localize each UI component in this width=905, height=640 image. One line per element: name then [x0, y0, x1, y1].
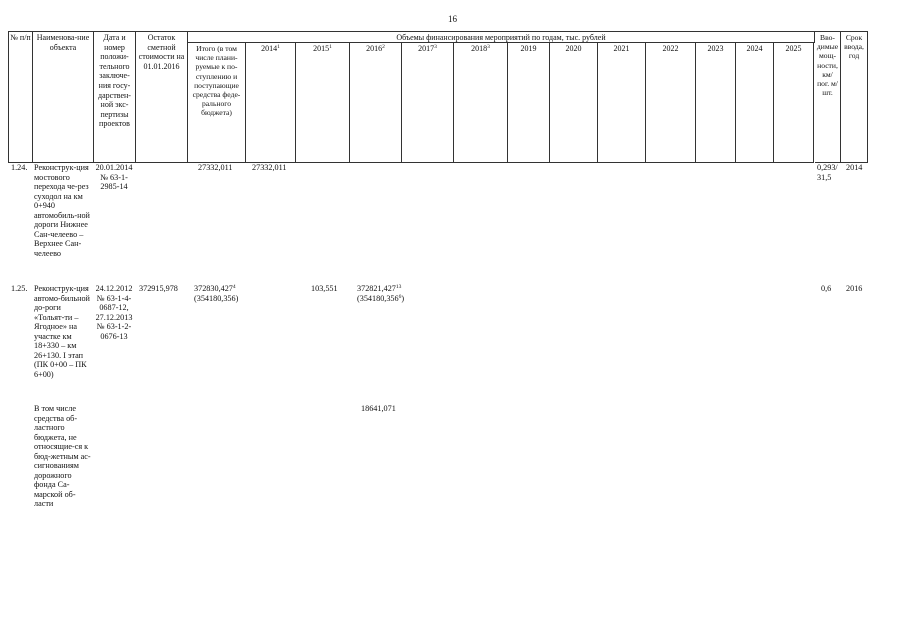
row-1-24-name: Реконструк-ция мостового перехода че-рез суходол на км 0+940 автомобиль-ной дороги Нижнее Сан-челеево – Верхнее Сан-челеево [34, 163, 90, 258]
header-date: Дата и номер положи-тельного заключе-ния госу-дарствен-ной экс-пертизы проектов [94, 32, 136, 163]
row-1-25-balance: 372915,978 [139, 284, 178, 293]
page-number: 16 [448, 14, 457, 24]
header-year-2021 [598, 43, 646, 163]
header-year-label: 2020 [565, 44, 582, 53]
header-year-footnote: 2 [382, 44, 385, 50]
header-year-2014 [246, 43, 296, 163]
header-year-label: 2021 [613, 44, 630, 53]
header-year-label: 2016 [366, 44, 383, 53]
row-1-24-2014: 27332,011 [252, 163, 287, 172]
header-year-2025 [774, 43, 814, 163]
row-1-25-2016 [357, 284, 409, 303]
row-1-24-num: 1.24. [11, 163, 28, 172]
header-year-2017 [402, 43, 454, 163]
row-1-25-2016-federal-end: ) [401, 293, 405, 303]
header-year-label: 2024 [746, 44, 763, 53]
row-1-24-total: 27332,011 [198, 163, 233, 172]
row-1-25-total-value: 372830,427 [194, 284, 233, 293]
header-year-label: 2019 [520, 44, 537, 53]
header-name: Наименова-ние объекта [33, 32, 94, 163]
row-1-25-total-federal: (354180,356) [194, 293, 239, 303]
row-1-25-2016-sup: 13 [395, 284, 402, 290]
header-volumes-group: Объемы финансирования мероприятий по годам, тыс. рублей [188, 32, 815, 43]
subrow-name: В том числе средства об-ластного бюджета, не относящие-ся к бюд-жетным ас-сигнованиям дорожного фонда Са-марской об-ласти [34, 404, 91, 508]
header-year-footnote: 1 [277, 44, 280, 50]
header-year-2018 [454, 43, 508, 163]
header-year-label: 2017 [418, 44, 435, 53]
row-1-25-2016-federal: (354180,356 [357, 293, 399, 303]
header-year-label: 2018 [471, 44, 488, 53]
subrow-2016: 18641,071 [361, 404, 396, 413]
row-1-25-total [194, 284, 250, 303]
header-year-label: 2023 [707, 44, 724, 53]
row-1-25-total-sup: 4 [232, 284, 236, 290]
header-year-label: 2015 [313, 44, 330, 53]
header-deadline: Срок ввода, год [841, 32, 868, 163]
row-1-24-deadline: 2014 [846, 163, 863, 172]
header-num: № п/п [9, 32, 33, 163]
header-year-2016 [350, 43, 402, 163]
row-1-25-num: 1.25. [11, 284, 28, 293]
row-1-24-capacity: 0,293/ 31,5 [817, 163, 838, 182]
table-header [8, 31, 868, 163]
header-year-2022 [646, 43, 696, 163]
row-1-25-2015: 103,551 [311, 284, 338, 293]
header-total: Итого (в том числе плани-руемые к по-ступлению и поступающие средства феде-рального бюджета) [188, 43, 246, 163]
header-year-2020 [550, 43, 598, 163]
header-year-footnote: 3 [487, 44, 490, 50]
header-capacity: Вво-димые мощ-ности, км/ пог. м/шт. [815, 32, 841, 163]
row-1-25-name: Реконструк-ция автомо-бильной до-роги «Тольят-ти –Ягодное» на участке км 18+330 – км 26+130. I этап (ПК 0+00 – ПК 6+00) [34, 284, 90, 379]
header-year-2023 [696, 43, 736, 163]
header-year-label: 2025 [785, 44, 802, 53]
header-year-2019 [508, 43, 550, 163]
header-year-label: 2022 [662, 44, 679, 53]
header-year-footnote: 3 [434, 44, 437, 50]
row-1-25-2016-value: 372821,427 [357, 284, 396, 293]
header-year-2015 [296, 43, 350, 163]
row-1-25-capacity: 0,6 [821, 284, 832, 293]
header-year-label: 2014 [261, 44, 278, 53]
row-1-25-date: 24.12.2012 № 63-1-4-0687-12, 27.12.2013 № 63-1-2-0676-13 [95, 284, 133, 341]
header-balance: Остаток сметной стоимости на 01.01.2016 [136, 32, 188, 163]
header-year-footnote: 1 [329, 44, 332, 50]
row-1-24-date: 20.01.2014 № 63-1-2985-14 [95, 163, 133, 191]
header-year-2024 [736, 43, 774, 163]
row-1-25-2016-federal-sup: 6 [398, 293, 402, 300]
row-1-25-deadline: 2016 [846, 284, 863, 293]
